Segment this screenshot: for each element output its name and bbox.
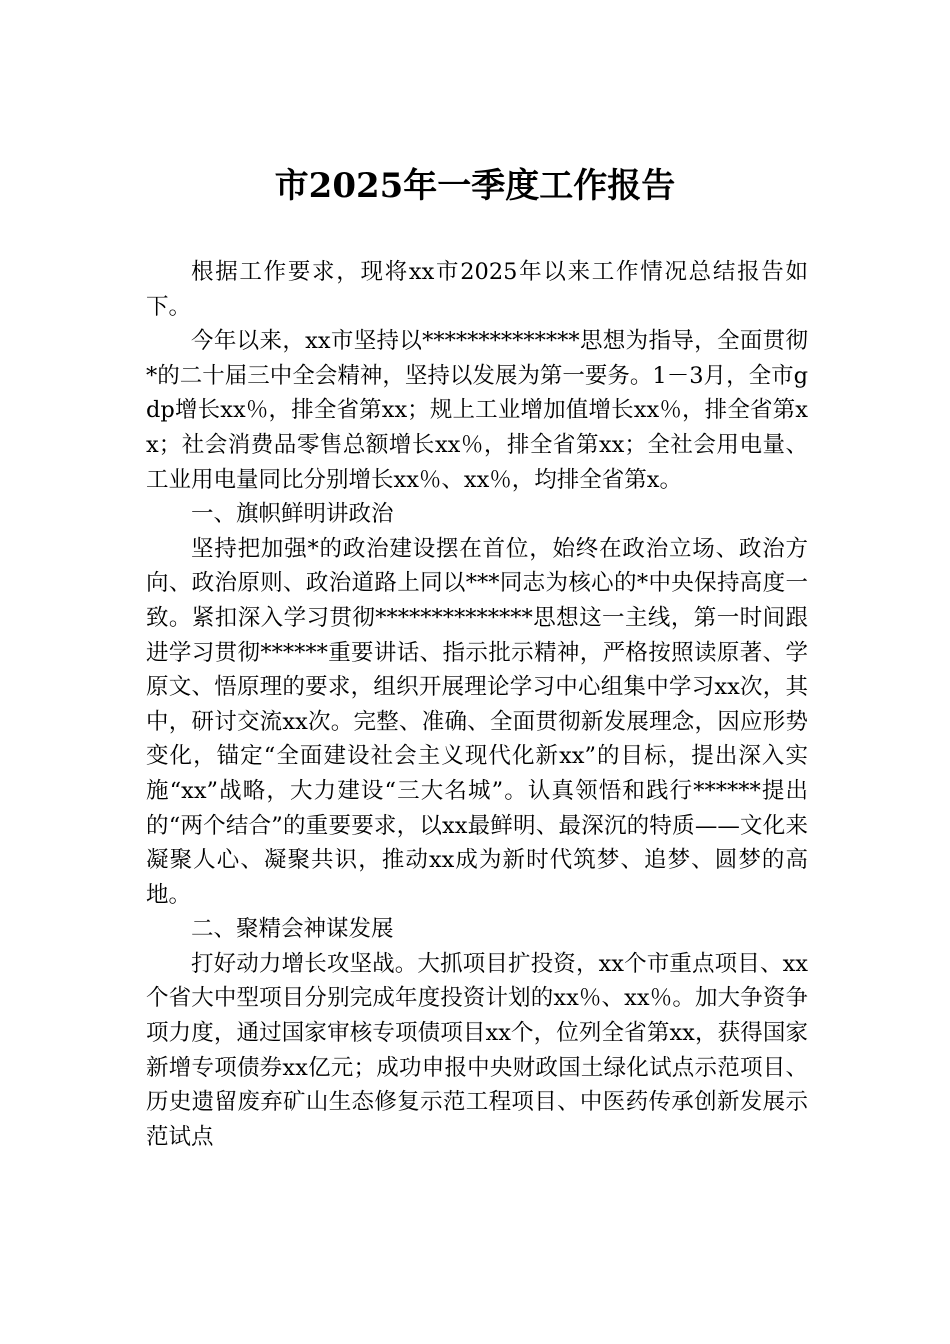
document-body (146, 255, 808, 1154)
overview-paragraph: 今年以来，xx市坚持以**************思想为指导，全面贯彻*的二十届三中全会精神，坚持以发展为第一要务。1－3月，全市gdp增长xx％，排全省第xx；规上工业增加值增长xx％，排全省第xx；社会消费品零售总额增长xx％，排全省第xx；全社会用电量、工业用电量同比分别增长xx％、xx％，均排全省第x。 (146, 328, 808, 493)
document-title: 市2025年一季度工作报告 (274, 166, 676, 206)
section-heading: 二、聚精会神谋发展 (191, 916, 394, 943)
section-paragraph: 打好动力增长攻坚战。大抓项目扩投资，xx个市重点项目、xx个省大中型项目分别完成年度投资计划的xx％、xx％。加大争资争项力度，通过国家审核专项债项目xx个，位列全省第xx，获得国家新增专项债券xx亿元；成功申报中央财政国土绿化试点示范项目、历史遗留废弃矿山生态修复示范工程项目、中医药传承创新发展示范试点 (146, 950, 808, 1150)
section-heading: 一、旗帜鲜明讲政治 (191, 501, 394, 528)
section-paragraph: 坚持把加强*的政治建设摆在首位，始终在政治立场、政治方向、政治原则、政治道路上同以***同志为核心的*中央保持高度一致。紧扣深入学习贯彻**************思想这一主线，第一时间跟进学习贯彻******重要讲话、指示批示精神，严格按照读原著、学原文、悟原理的要求，组织开展理论学习中心组集中学习xx次，其中，研讨交流xx次。完整、准确、全面贯彻新发展理念，因应形势变化，锚定“全面建设社会主义现代化新xx”的目标，提出深入实施“xx”战略，大力建设“三大名城”。认真领悟和践行******提出的“两个结合”的重要要求，以xx最鲜明、最深沉的特质——文化来凝聚人心、凝聚共识，推动xx成为新时代筑梦、追梦、圆梦的高地。 (146, 535, 808, 908)
intro-paragraph: 根据工作要求，现将xx市2025年以来工作情况总结报告如下。 (146, 259, 808, 320)
